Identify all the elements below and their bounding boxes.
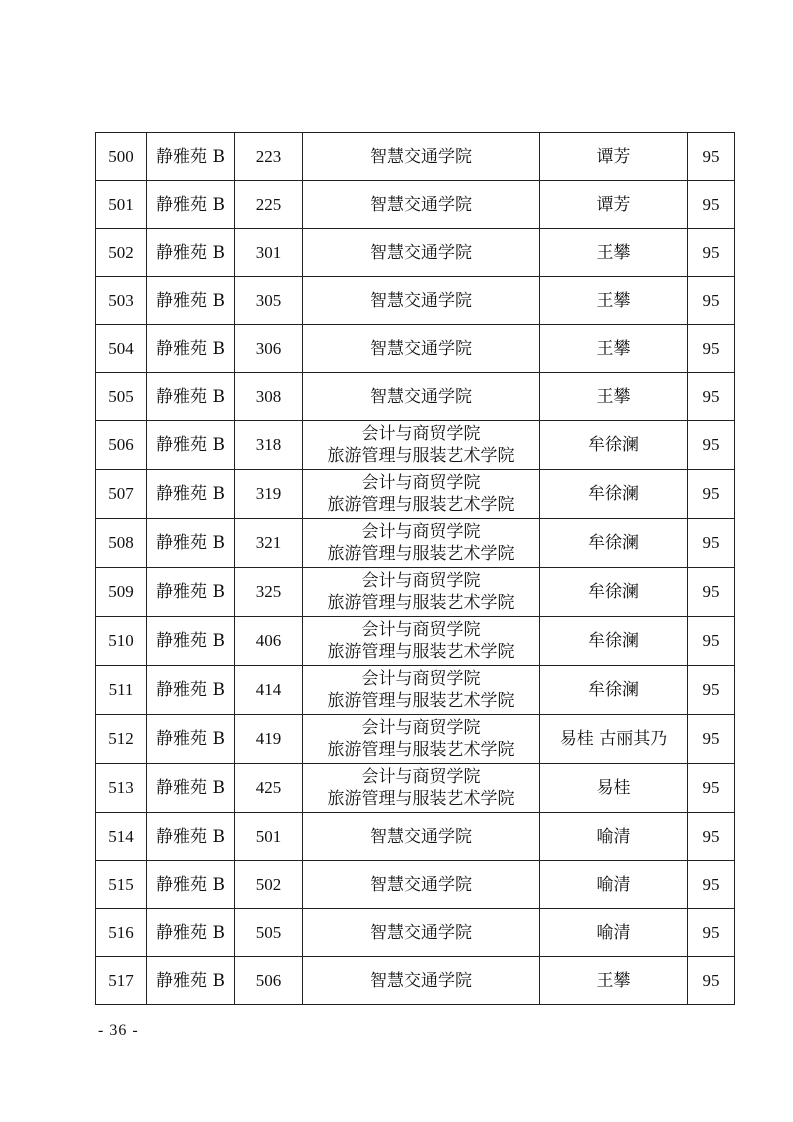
table-row	[96, 568, 735, 617]
room-number-cell: 419	[235, 715, 303, 764]
row-number-cell: 517	[96, 957, 147, 1005]
person-cell: 王攀	[540, 277, 688, 325]
room-number-cell: 306	[235, 325, 303, 373]
score-cell: 95	[688, 181, 735, 229]
room-number-cell: 505	[235, 909, 303, 957]
score-cell: 95	[688, 133, 735, 181]
table-row	[96, 764, 735, 813]
table-row	[96, 909, 735, 957]
building-cell: 静雅苑 B	[147, 133, 235, 181]
college-name: 旅游管理与服装艺术学院	[327, 495, 515, 515]
college-name: 会计与商贸学院	[361, 669, 481, 689]
room-number-cell: 305	[235, 277, 303, 325]
table-row	[96, 617, 735, 666]
score-cell: 95	[688, 373, 735, 421]
row-number-cell: 504	[96, 325, 147, 373]
table-row	[96, 813, 735, 861]
person-cell: 易桂	[540, 764, 688, 813]
building-cell: 静雅苑 B	[147, 373, 235, 421]
college-cell	[303, 229, 540, 277]
college-name: 旅游管理与服装艺术学院	[327, 691, 515, 711]
row-number-cell: 513	[96, 764, 147, 813]
table-row	[96, 666, 735, 715]
college-cell	[303, 181, 540, 229]
score-cell: 95	[688, 519, 735, 568]
college-name: 智慧交通学院	[370, 290, 472, 311]
college-name: 会计与商贸学院	[361, 718, 481, 738]
dormitory-score-table	[95, 132, 735, 1005]
building-cell: 静雅苑 B	[147, 181, 235, 229]
person-cell: 牟徐澜	[540, 519, 688, 568]
row-number-cell: 509	[96, 568, 147, 617]
score-cell: 95	[688, 568, 735, 617]
table-row	[96, 229, 735, 277]
person-cell: 牟徐澜	[540, 470, 688, 519]
building-cell: 静雅苑 B	[147, 715, 235, 764]
score-cell: 95	[688, 715, 735, 764]
score-cell: 95	[688, 957, 735, 1005]
college-name: 智慧交通学院	[370, 386, 472, 407]
college-cell	[303, 764, 540, 813]
building-cell: 静雅苑 B	[147, 421, 235, 470]
college-cell	[303, 715, 540, 764]
college-name: 会计与商贸学院	[361, 571, 481, 591]
person-cell: 王攀	[540, 957, 688, 1005]
person-cell: 牟徐澜	[540, 666, 688, 715]
person-cell: 王攀	[540, 373, 688, 421]
college-name: 旅游管理与服装艺术学院	[327, 789, 515, 809]
building-cell: 静雅苑 B	[147, 277, 235, 325]
score-cell: 95	[688, 764, 735, 813]
score-cell: 95	[688, 470, 735, 519]
table-row	[96, 421, 735, 470]
college-name: 会计与商贸学院	[361, 522, 481, 542]
row-number-cell: 506	[96, 421, 147, 470]
table-row	[96, 519, 735, 568]
room-number-cell: 225	[235, 181, 303, 229]
room-number-cell: 406	[235, 617, 303, 666]
room-number-cell: 223	[235, 133, 303, 181]
person-cell: 喻清	[540, 861, 688, 909]
table-row	[96, 715, 735, 764]
room-number-cell: 301	[235, 229, 303, 277]
person-cell: 王攀	[540, 325, 688, 373]
college-cell	[303, 813, 540, 861]
college-name: 旅游管理与服装艺术学院	[327, 544, 515, 564]
building-cell: 静雅苑 B	[147, 519, 235, 568]
room-number-cell: 319	[235, 470, 303, 519]
row-number-cell: 516	[96, 909, 147, 957]
building-cell: 静雅苑 B	[147, 764, 235, 813]
college-name: 旅游管理与服装艺术学院	[327, 642, 515, 662]
person-cell: 牟徐澜	[540, 568, 688, 617]
score-cell: 95	[688, 617, 735, 666]
row-number-cell: 514	[96, 813, 147, 861]
row-number-cell: 507	[96, 470, 147, 519]
college-cell	[303, 909, 540, 957]
college-cell	[303, 133, 540, 181]
row-number-cell: 510	[96, 617, 147, 666]
person-cell: 牟徐澜	[540, 421, 688, 470]
building-cell: 静雅苑 B	[147, 617, 235, 666]
row-number-cell: 511	[96, 666, 147, 715]
building-cell: 静雅苑 B	[147, 813, 235, 861]
college-name: 会计与商贸学院	[361, 424, 481, 444]
college-name: 会计与商贸学院	[361, 620, 481, 640]
building-cell: 静雅苑 B	[147, 568, 235, 617]
college-cell	[303, 519, 540, 568]
college-name: 智慧交通学院	[370, 146, 472, 167]
person-cell: 喻清	[540, 813, 688, 861]
score-cell: 95	[688, 666, 735, 715]
room-number-cell: 414	[235, 666, 303, 715]
college-name: 智慧交通学院	[370, 826, 472, 847]
person-cell: 易桂 古丽其乃	[540, 715, 688, 764]
row-number-cell: 515	[96, 861, 147, 909]
college-name: 会计与商贸学院	[361, 767, 481, 787]
college-name: 旅游管理与服装艺术学院	[327, 593, 515, 613]
college-cell	[303, 325, 540, 373]
college-cell	[303, 861, 540, 909]
person-cell: 谭芳	[540, 181, 688, 229]
table-row	[96, 957, 735, 1005]
room-number-cell: 321	[235, 519, 303, 568]
table-row	[96, 470, 735, 519]
college-cell	[303, 470, 540, 519]
row-number-cell: 512	[96, 715, 147, 764]
row-number-cell: 501	[96, 181, 147, 229]
college-cell	[303, 666, 540, 715]
college-name: 智慧交通学院	[370, 970, 472, 991]
score-cell: 95	[688, 325, 735, 373]
row-number-cell: 503	[96, 277, 147, 325]
score-cell: 95	[688, 813, 735, 861]
college-cell	[303, 421, 540, 470]
person-cell: 谭芳	[540, 133, 688, 181]
room-number-cell: 318	[235, 421, 303, 470]
score-cell: 95	[688, 277, 735, 325]
person-cell: 王攀	[540, 229, 688, 277]
table-row	[96, 373, 735, 421]
building-cell: 静雅苑 B	[147, 229, 235, 277]
building-cell: 静雅苑 B	[147, 470, 235, 519]
building-cell: 静雅苑 B	[147, 666, 235, 715]
room-number-cell: 308	[235, 373, 303, 421]
table-row	[96, 277, 735, 325]
room-number-cell: 325	[235, 568, 303, 617]
table-row	[96, 133, 735, 181]
college-cell	[303, 277, 540, 325]
score-cell: 95	[688, 421, 735, 470]
score-cell: 95	[688, 909, 735, 957]
college-cell	[303, 617, 540, 666]
college-name: 旅游管理与服装艺术学院	[327, 740, 515, 760]
college-name: 智慧交通学院	[370, 922, 472, 943]
college-cell	[303, 373, 540, 421]
table-row	[96, 181, 735, 229]
college-name: 智慧交通学院	[370, 338, 472, 359]
row-number-cell: 508	[96, 519, 147, 568]
page-number: - 36 -	[98, 1022, 139, 1039]
room-number-cell: 501	[235, 813, 303, 861]
building-cell: 静雅苑 B	[147, 861, 235, 909]
table-row	[96, 325, 735, 373]
college-cell	[303, 957, 540, 1005]
college-name: 智慧交通学院	[370, 874, 472, 895]
row-number-cell: 500	[96, 133, 147, 181]
college-cell	[303, 568, 540, 617]
college-name: 旅游管理与服装艺术学院	[327, 446, 515, 466]
table-body	[96, 133, 735, 1005]
room-number-cell: 502	[235, 861, 303, 909]
row-number-cell: 505	[96, 373, 147, 421]
row-number-cell: 502	[96, 229, 147, 277]
person-cell: 牟徐澜	[540, 617, 688, 666]
room-number-cell: 506	[235, 957, 303, 1005]
building-cell: 静雅苑 B	[147, 325, 235, 373]
table-row	[96, 861, 735, 909]
score-cell: 95	[688, 229, 735, 277]
room-number-cell: 425	[235, 764, 303, 813]
building-cell: 静雅苑 B	[147, 957, 235, 1005]
college-name: 智慧交通学院	[370, 194, 472, 215]
building-cell: 静雅苑 B	[147, 909, 235, 957]
college-name: 智慧交通学院	[370, 242, 472, 263]
person-cell: 喻清	[540, 909, 688, 957]
score-cell: 95	[688, 861, 735, 909]
college-name: 会计与商贸学院	[361, 473, 481, 493]
